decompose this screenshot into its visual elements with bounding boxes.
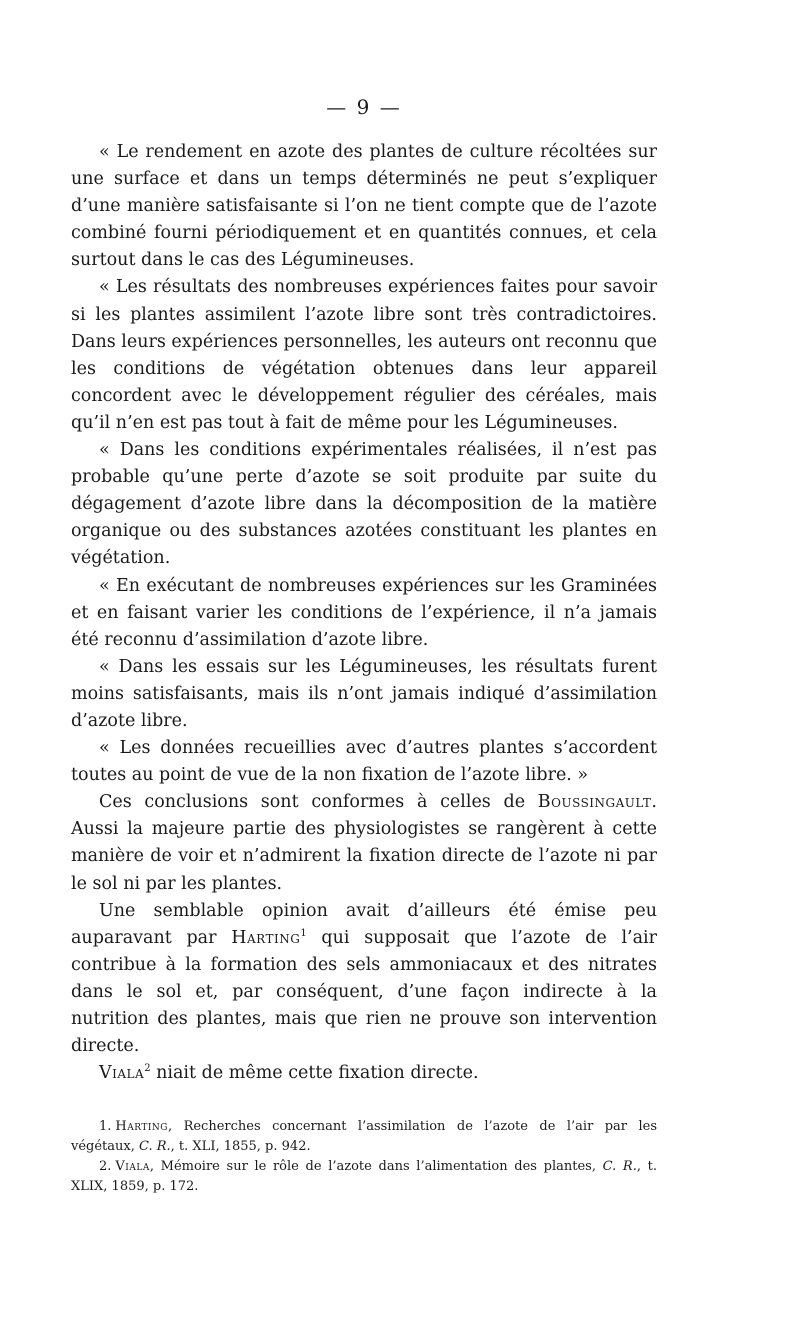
paragraph-7-text-b: . Aussi la majeure partie des physiologistes se rangèrent à cette manière de voir et n’admirent la fixation directe de l’azote ni par le sol ni par les plantes. (71, 792, 657, 894)
paragraph-7-text-a: Ces conclusions sont conformes à celles de (99, 792, 538, 813)
author-harting: Harting (231, 927, 301, 948)
footnote-1-journal: C. R. (139, 1139, 171, 1155)
footnote-2-author: Viala (115, 1159, 150, 1175)
footnotes (71, 1117, 657, 1197)
footnote-ref-2: 2 (144, 1063, 151, 1075)
paragraph-3: « Dans les conditions expérimentales réalisées, il n’est pas probable qu’une perte d’azote se soit produite par suite du dégagement d’azote libre dans la décomposition de la matière organique ou des substances azotées constituant les plantes en végétation. (71, 440, 657, 569)
footnote-1-ref: , t. XLI, 1855, p. 942. (170, 1139, 311, 1155)
footnote-1-author: Harting (115, 1119, 168, 1135)
paragraph-5: « Dans les essais sur les Légumineuses, les résultats furent moins satisfaisants, mais ils n’ont jamais indiqué d’assimilation d’azote libre. (71, 656, 657, 731)
paragraph-8-text-b: qui supposait que l’azote de l’air contribue à la formation des sels ammoniacaux et des nitrates dans le sol et, par conséquent, d’une façon indirecte à la nutrition des plantes, mais que rien ne prouve son intervention directe. (71, 927, 658, 1057)
paragraph-8 (71, 898, 657, 1061)
paragraph-6: « Les données recueillies avec d’autres plantes s’accordent toutes au point de vue de la non fixation de l’azote libre. » (71, 738, 657, 786)
footnote-1 (71, 1117, 657, 1157)
footnote-1-number: 1. (99, 1119, 112, 1135)
footnote-2-journal: C. R. (602, 1159, 637, 1175)
paragraph-9-text: niait de même cette fixation directe. (150, 1063, 479, 1084)
paragraph-2: « Les résultats des nombreuses expériences faites pour savoir si les plantes assimilent l’azote libre sont très contradictoires. Dans leurs expériences personnelles, les auteurs ont reconnu que les conditions de végétation obtenues dans leur appareil concordent avec le développement régulier des céréales, mais qu’il n’en est pas tout à fait de même pour les Légumineuses. (71, 277, 657, 433)
paragraph-4: « En exécutant de nombreuses expériences sur les Graminées et en faisant varier les conditions de l’expérience, il n’a jamais été reconnu d’assimilation d’azote libre. (71, 575, 657, 650)
paragraph-7 (71, 789, 657, 897)
footnote-ref-1: 1 (300, 927, 307, 939)
paragraph-9 (71, 1060, 657, 1087)
paragraph-1: « Le rendement en azote des plantes de culture récoltées sur une surface et dans un temps déterminés ne peut s’expliquer d’une manière satisfaisante si l’on ne tient compte que de l’azote combiné fourni périodiquement et en quantités connues, et cela surtout dans le cas des Légumineuses. (71, 142, 657, 271)
page-number: — 9 — (326, 95, 402, 119)
author-boussingault: Boussingault (537, 792, 652, 813)
footnote-2-title: , Mémoire sur le rôle de l’azote dans l’alimentation des plantes, (149, 1159, 603, 1175)
footnote-2-number: 2. (99, 1159, 112, 1175)
page-body (71, 95, 657, 1197)
footnote-2 (71, 1157, 657, 1197)
footnote-1-title: , Recherches concernant l’assimilation de l’azote de l’air par les végétaux, (71, 1119, 657, 1155)
author-viala: Viala (99, 1063, 145, 1084)
footnote-2-ref: , t. XLIX, 1859, p. 172. (71, 1159, 658, 1195)
paragraph-8-text-a: Une semblable opinion avait d’ailleurs été émise peu auparavant par (71, 900, 657, 948)
